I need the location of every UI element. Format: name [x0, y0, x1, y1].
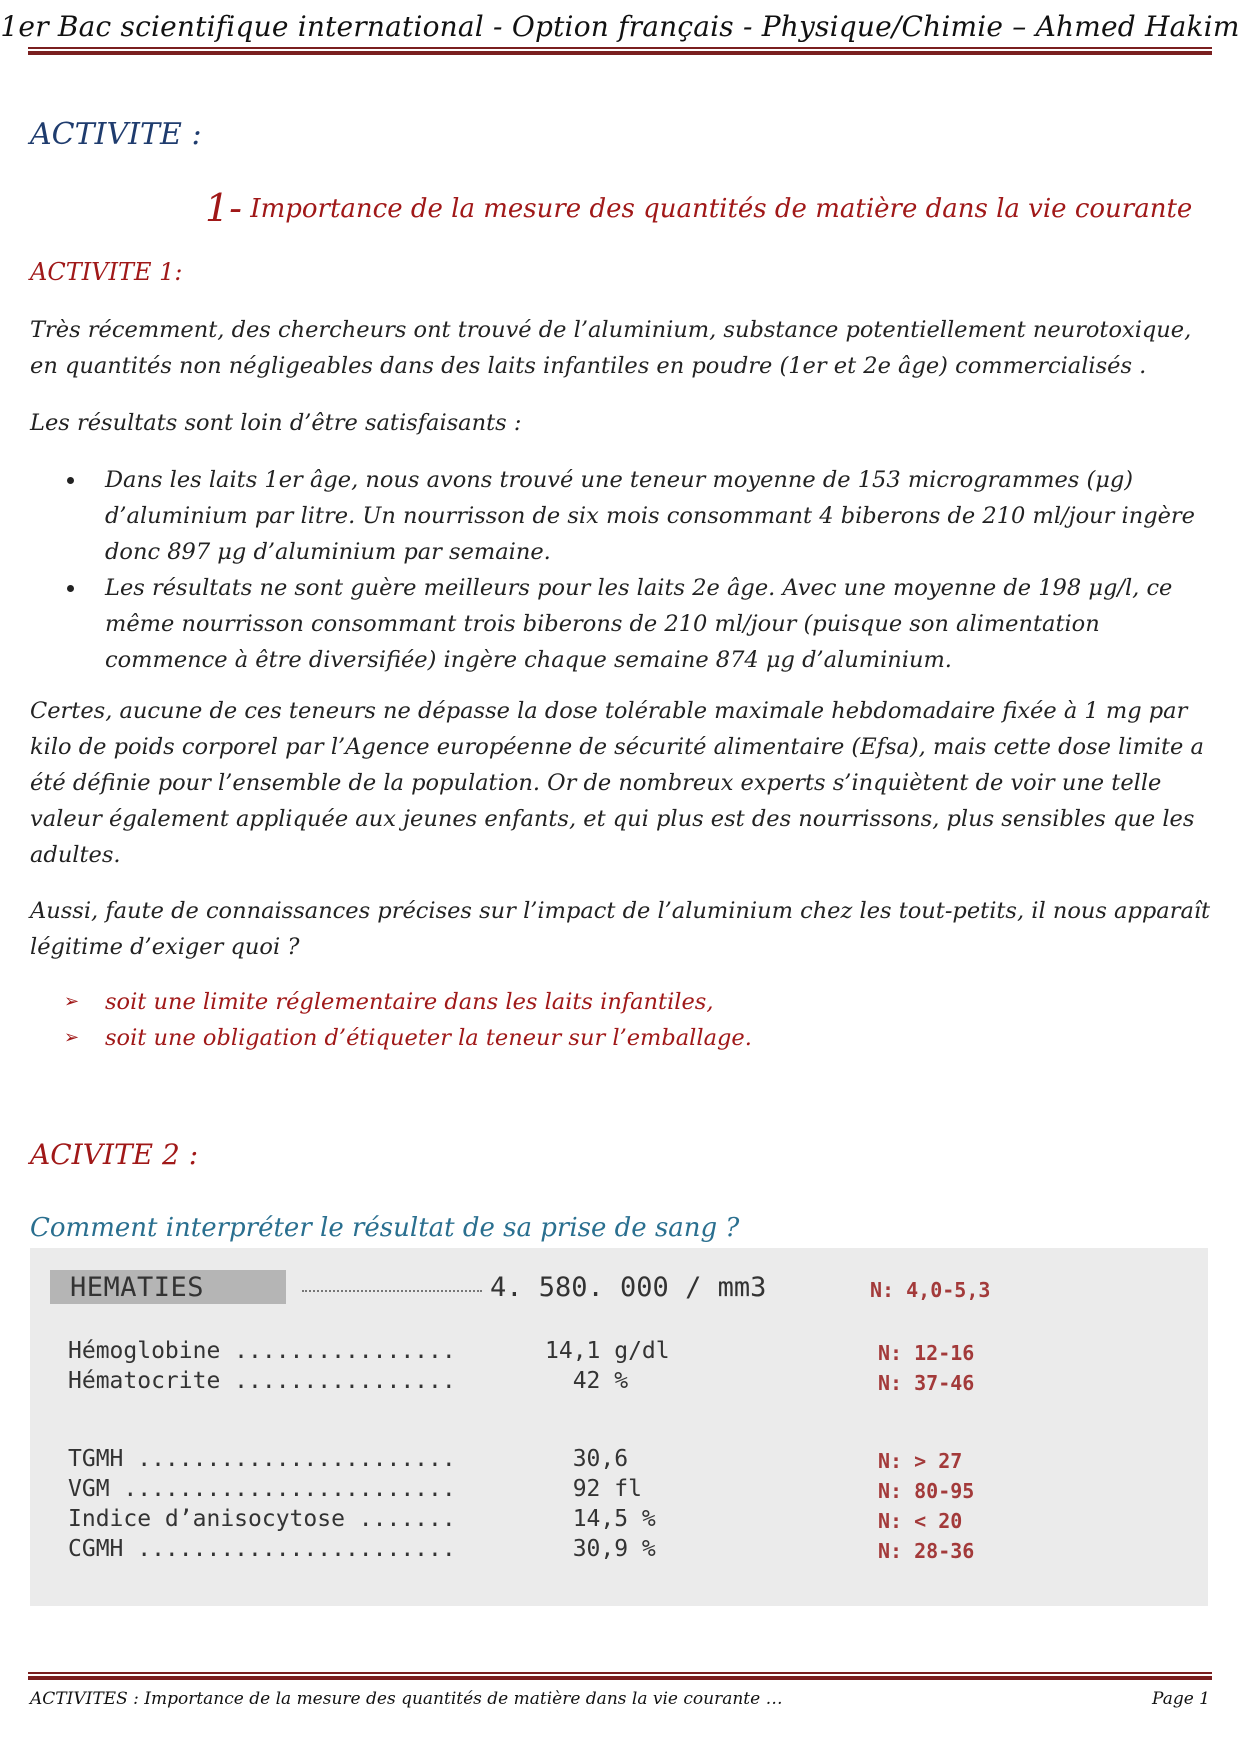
blood-row-norm: N: 80-95: [878, 1479, 975, 1503]
blood-row-norm: N: < 20: [878, 1509, 963, 1533]
blood-row-value: 42 %: [545, 1368, 629, 1394]
list-item: [62, 1020, 1212, 1056]
footer-text: ACTIVITES : Importance de la mesure des quantités de matière dans la vie courante …: [30, 1689, 783, 1709]
blood-row-value: 30,9 %: [545, 1536, 656, 1562]
activite1-paragraph-3: Certes, aucune de ces teneurs ne dépasse la dose tolérable maximale hebdomadaire fixée à 1 mg par kilo de poids corporel par l’Agence européenne de sécurité alimentaire (Efsa), mais cette dose limite a été définie pour l’ensemble de la population. Or de nombreux experts s’inquiètent de voir une telle valeur également appliquée aux jeunes enfants, et qui plus est des nourrissons, plus sensibles que les adultes.: [30, 698, 1204, 868]
blood-row-norm: N: 37-46: [878, 1371, 975, 1395]
blood-row-value: 14,1 g/dl: [545, 1338, 670, 1364]
blood-row-label: Hématocrite ................: [68, 1368, 456, 1394]
demands-arrow-list: [62, 984, 1212, 1056]
section-number: 1-: [205, 186, 243, 230]
section-title: [205, 186, 1192, 230]
hematies-value: 4. 580. 000 / mm3: [490, 1272, 767, 1303]
list-item-text: Les résultats ne sont guère meilleurs pour les laits 2e âge. Avec une moyenne de 198 μg/l, ce même nourrisson consommant trois biberons de 210 ml/jour (puisque son alimentation commence à être diversifiée) ingère chaque semaine 874 μg d’aluminium.: [105, 575, 1173, 673]
hematies-norm: N: 4,0-5,3: [870, 1278, 991, 1302]
activite1-heading: ACTIVITE 1:: [30, 258, 183, 286]
blood-row-norm: N: 28-36: [878, 1539, 975, 1563]
blood-row-norm: N: > 27: [878, 1449, 963, 1473]
blood-test-panel: [30, 1248, 1208, 1606]
list-item: [62, 462, 1212, 570]
blood-row-label: CGMH .......................: [68, 1536, 456, 1562]
list-item: [62, 984, 1212, 1020]
activite2-question: Comment interpréter le résultat de sa prise de sang ?: [30, 1213, 740, 1243]
activite1-paragraph-1: Très récemment, des chercheurs ont trouvé de l’aluminium, substance potentiellement neurotoxique, en quantités non négligeables dans des laits infantiles en poudre (1er et 2e âge) commercialisés .: [30, 317, 1192, 379]
arrow-bullet-icon: ➢: [64, 991, 80, 1012]
bullet-icon: [67, 585, 74, 592]
activite1-paragraph-2: Les résultats sont loin d’être satisfaisants :: [30, 410, 522, 436]
activite2-heading: ACIVITE 2 :: [30, 1138, 199, 1171]
blood-row-value: 14,5 %: [545, 1506, 656, 1532]
page-header-title: 1er Bac scientifique international - Option français - Physique/Chimie – Ahmed Hakim: [0, 10, 1240, 43]
results-bullet-list: [62, 462, 1212, 678]
hematies-dotted-leader: [302, 1290, 482, 1292]
blood-row-value: 30,6: [545, 1446, 629, 1472]
activite-heading: ACTIVITE :: [30, 117, 202, 152]
header-divider: [28, 47, 1212, 55]
blood-row-norm: N: 12-16: [878, 1341, 975, 1365]
blood-row-label: TGMH .......................: [68, 1446, 456, 1472]
list-item-text: Dans les laits 1er âge, nous avons trouvé une teneur moyenne de 153 microgrammes (μg) d’aluminium par litre. Un nourrisson de six mois consommant 4 biberons de 210 ml/jour ingère donc 897 μg d’aluminium par semaine.: [105, 467, 1195, 565]
footer-divider: [28, 1672, 1212, 1680]
arrow-bullet-icon: ➢: [64, 1027, 80, 1048]
bullet-icon: [67, 477, 74, 484]
list-item-text: soit une obligation d’étiqueter la teneur sur l’emballage.: [105, 1025, 752, 1051]
page-number: Page 1: [1152, 1689, 1210, 1709]
section-title-text: Importance de la mesure des quantités de matière dans la vie courante: [242, 194, 1193, 224]
list-item-text: soit une limite réglementaire dans les laits infantiles,: [105, 989, 714, 1015]
list-item: [62, 570, 1212, 678]
hematies-label: HEMATIES: [70, 1272, 205, 1303]
blood-row-label: Indice d’anisocytose .......: [68, 1506, 456, 1532]
activite1-paragraph-4: Aussi, faute de connaissances précises sur l’impact de l’aluminium chez les tout-petits, il nous apparaît légitime d’exiger quoi ?: [30, 898, 1211, 960]
blood-row-value: 92 fl: [545, 1476, 642, 1502]
blood-row-label: VGM ........................: [68, 1476, 456, 1502]
blood-row-label: Hémoglobine ................: [68, 1338, 456, 1364]
